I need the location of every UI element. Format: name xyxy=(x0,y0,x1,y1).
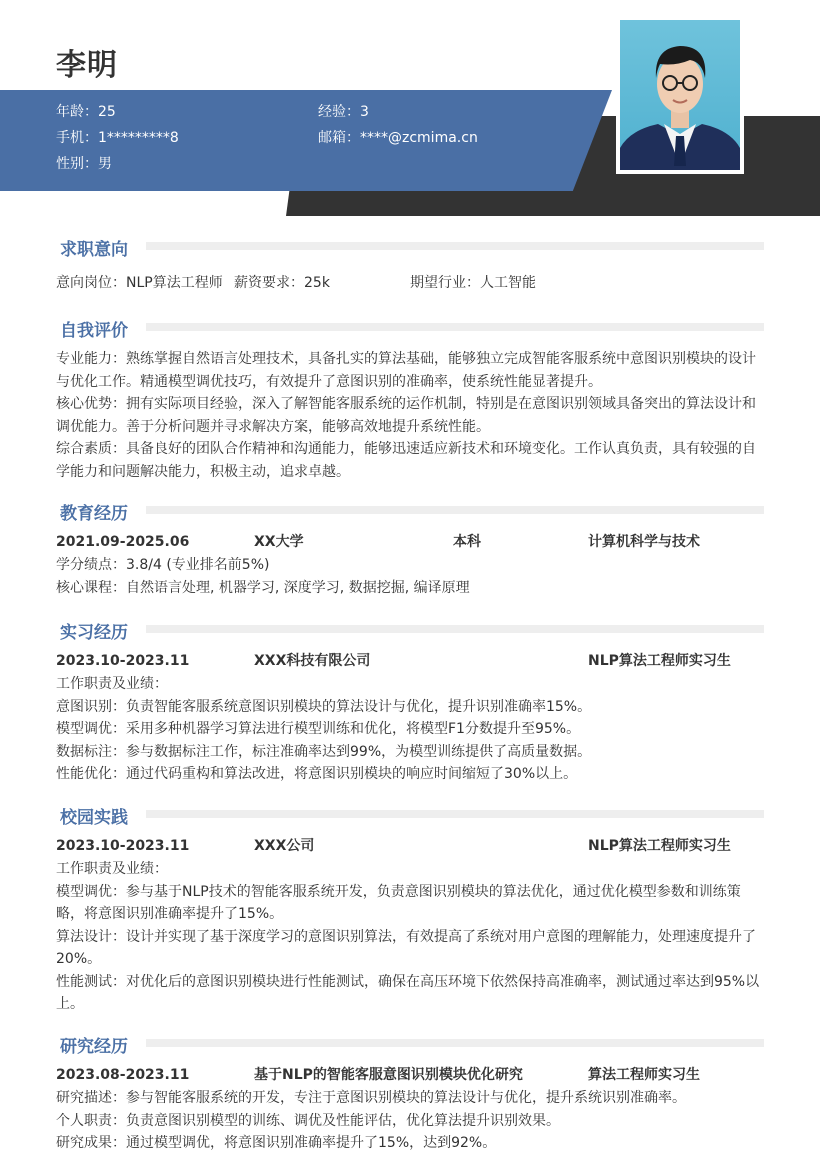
edu-date: 2021.09-2025.06 xyxy=(56,534,190,550)
edu-degree: 本科 xyxy=(453,534,481,550)
email-value: ****@zcmima.cn xyxy=(360,130,478,146)
age-row xyxy=(56,101,116,121)
section-divider xyxy=(146,506,764,514)
research-line: 研究成果：通过模型调优，将意图识别准确率提升了15%，达到92%。 xyxy=(56,1135,497,1151)
section-title-intent: 求职意向 xyxy=(60,240,128,260)
intern-role: NLP算法工程师实习生 xyxy=(588,653,731,669)
experience-label: 经验： xyxy=(318,104,360,120)
research-date: 2023.08-2023.11 xyxy=(56,1067,190,1083)
intent-salary: 薪资要求：25k xyxy=(234,275,330,291)
campus-line: 模型调优：参与基于NLP技术的智能客服系统开发，负责意图识别模块的算法优化，通过优化模型参数和训练策略，将意图识别准确率提升了15%。 xyxy=(56,883,741,922)
experience-value: 3 xyxy=(360,104,369,120)
edu-courses: 核心课程：自然语言处理, 机器学习, 深度学习, 数据挖掘, 编译原理 xyxy=(56,580,470,596)
age-value: 25 xyxy=(98,104,116,120)
campus-role: NLP算法工程师实习生 xyxy=(588,838,731,854)
self-eval-item: 核心优势：拥有实际项目经验，深入了解智能客服系统的运作机制，特别是在意图识别领域具备突出的算法设计和调优能力。善于分析问题并寻求解决方案，能够高效地提升系统性能。 xyxy=(56,396,756,435)
profile-photo xyxy=(620,20,740,170)
intern-details xyxy=(56,673,766,786)
campus-line: 性能测试：对优化后的意图识别模块进行性能测试，确保在高压环境下依然保持高准确率，测试通过率达到95%以上。 xyxy=(56,973,760,1012)
campus-line: 算法设计：设计并实现了基于深度学习的意图识别算法，有效提高了系统对用户意图的理解能力，处理速度提升了20%。 xyxy=(56,928,756,967)
section-divider xyxy=(146,625,764,633)
section-title-edu: 教育经历 xyxy=(60,504,128,524)
self-eval-item: 综合素质：具备良好的团队合作精神和沟通能力，能够迅速适应新技术和环境变化。工作认真负责，具有较强的自学能力和问题解决能力，积极主动，追求卓越。 xyxy=(56,441,756,480)
experience-row xyxy=(318,101,369,121)
edu-gpa: 学分绩点：3.8/4 (专业排名前5%) xyxy=(56,557,270,573)
edu-school: XX大学 xyxy=(254,534,304,550)
intent-industry: 期望行业：人工智能 xyxy=(410,275,536,291)
section-title-campus: 校园实践 xyxy=(60,808,128,828)
edu-major: 计算机科学与技术 xyxy=(588,534,700,550)
research-line: 个人职责：负责意图识别模型的训练、调优及性能评估，优化算法提升识别效果。 xyxy=(56,1112,560,1129)
campus-details xyxy=(56,858,766,1016)
phone-value: 1*********8 xyxy=(98,130,179,146)
section-title-self: 自我评价 xyxy=(60,321,128,341)
intern-line: 意图识别：负责智能客服系统意图识别模块的算法设计与优化，提升识别准确率15%。 xyxy=(56,698,592,715)
email-label: 邮箱： xyxy=(318,130,360,146)
section-divider xyxy=(146,1039,764,1047)
intern-date: 2023.10-2023.11 xyxy=(56,653,190,669)
intent-position: 意向岗位：NLP算法工程师 xyxy=(56,275,223,291)
intern-company: XXX科技有限公司 xyxy=(254,653,371,669)
email-row xyxy=(318,127,478,147)
campus-date: 2023.10-2023.11 xyxy=(56,838,190,854)
section-divider xyxy=(146,242,764,250)
section-title-research: 研究经历 xyxy=(60,1037,128,1057)
intern-line: 工作职责及业绩： xyxy=(56,676,168,692)
profile-photo-frame xyxy=(616,16,744,174)
gender-row xyxy=(56,153,112,173)
section-divider xyxy=(146,810,764,818)
age-label: 年龄： xyxy=(56,104,98,120)
campus-company: XXX公司 xyxy=(254,838,315,854)
phone-row xyxy=(56,127,179,147)
intern-line: 性能优化：通过代码重构和算法改进，将意图识别模块的响应时间缩短了30%以上。 xyxy=(56,766,578,782)
candidate-name: 李明 xyxy=(56,48,118,83)
phone-label: 手机： xyxy=(56,130,98,146)
research-line: 研究描述：参与智能客服系统的开发，专注于意图识别模块的算法设计与优化，提升系统识别准确率。 xyxy=(56,1090,686,1106)
section-divider xyxy=(146,323,764,331)
intern-line: 数据标注：参与数据标注工作，标注准确率达到99%，为模型训练提供了高质量数据。 xyxy=(56,743,592,760)
self-eval-text xyxy=(56,348,766,483)
self-eval-item: 专业能力：熟练掌握自然语言处理技术，具备扎实的算法基础，能够独立完成智能客服系统中意图识别模块的设计与优化工作。精通模型调优技巧，有效提升了意图识别的准确率，使系统性能显著提升。 xyxy=(56,351,756,390)
section-title-intern: 实习经历 xyxy=(60,623,128,643)
research-role: 算法工程师实习生 xyxy=(588,1067,700,1083)
research-project: 基于NLP的智能客服意图识别模块优化研究 xyxy=(254,1067,523,1083)
research-details xyxy=(56,1087,766,1155)
campus-line: 工作职责及业绩： xyxy=(56,861,168,877)
person-portrait-icon xyxy=(620,20,740,170)
gender-label: 性别： xyxy=(56,156,98,172)
intern-line: 模型调优：采用多种机器学习算法进行模型训练和优化，将模型F1分数提升至95%。 xyxy=(56,721,581,737)
gender-value: 男 xyxy=(98,156,112,172)
